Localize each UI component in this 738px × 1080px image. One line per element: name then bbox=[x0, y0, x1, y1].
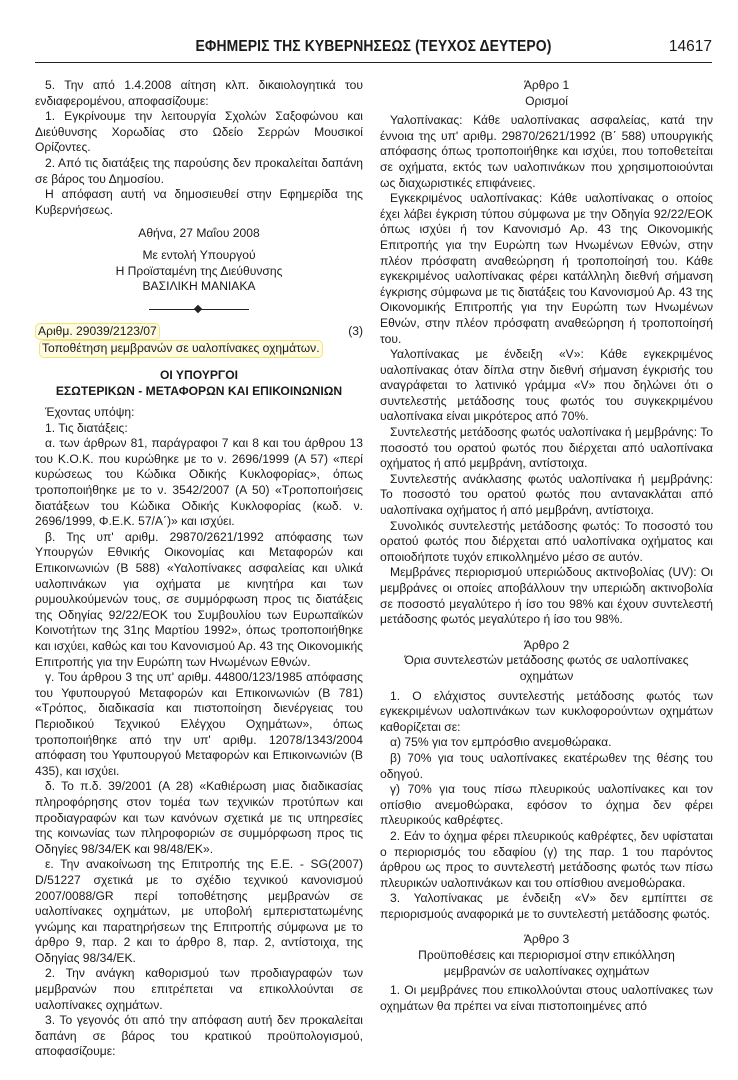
diamond-icon bbox=[194, 305, 202, 313]
article-title: μεμβρανών σε υαλοπίνακες οχημάτων bbox=[443, 963, 650, 978]
left-column bbox=[35, 78, 363, 1060]
paragraph: δ. Το π.δ. 39/2001 (Α 28) «Καθιέρωση μιας διαδικασίας πληροφόρησης στον τομέα των τεχνικών προτύπων και προδιαγραφών και των κανόνων σχετικά με τις υπηρεσίες της κοινωνίας των πληροφοριών σε συμμόρφωση προς τις Οδηγίες 98/34/ΕΚ και 98/48/ΕΚ». bbox=[35, 779, 363, 856]
paragraph: β. Της υπ' αριθμ. 29870/2621/1992 απόφασης των Υπουργών Εθνικής Οικονομίας και Μεταφορών και Επικοινωνιών (Β 588) «Υαλοπίνακες ασφαλείας και υλικά υαλοπινάκων για οχήματα με κινητήρα και των ρυμουλκούμενών τους, σε συμμόρφωση προς τις διατάξεις της Οδηγίας 92/22/ΕΟΚ του Συμβουλίου των Ευρωπαϊκών Κοινοτήτων της 31ης Μαρτίου 1992», όπως τροποποιήθηκε και ισχύει, καθώς και του Κανονισμού Αρ. 43 της Οικονομικής Επιτροπής για την Ευρώπη των Ηνωμένων Εθνών. bbox=[35, 529, 363, 669]
paragraph: Εγκεκριμένος υαλοπίνακας: Κάθε υαλοπίνακας ο οποίος έχει λάβει έγκριση τύπου σύμφωνα με την Οδηγία 92/22/ΕΟΚ όπως ισχύει ή τον Κανονισμό Αρ. 43 της Οικονομικής Επιτροπής για την Ευρώπη των Ηνωμένων Εθνών, στην πλέον πρόσφατη αναθεώρηση ή τροποποίησή του. Κάθε εγκεκριμένος υαλοπίνακας φέρει κατάλληλη διεθνή σήμανση έγκρισης σύμφωνα με τις διατάξεις του Κανονισμού Αρ. 43 της Οικονομικής Επιτροπής για την Ευρώπη των Ηνωμένων Εθνών, στην πλέον πρόσφατη αναθεώρηση ή τροποποίησή του. bbox=[380, 191, 713, 346]
list-item: γ) 70% για τους πίσω πλευρικούς υαλοπίνακες και τον οπίσθιο ανεμοθώρακα, εφόσον το όχημα δεν φέρει πλευρικούς καθρέφτες. bbox=[380, 782, 713, 828]
paragraph: 1. Ο ελάχιστος συντελεστής μετάδοσης φωτός των εγκεκριμένων υαλοπινάκων των κυκλοφορούντων οχημάτων καθορίζεται σε: bbox=[380, 688, 713, 734]
paragraph: 3. Υαλοπίνακας με ένδειξη «V» δεν εμπίπτει σε περιορισμούς αναφορικά με το συντελεστή μετάδοσης φωτός. bbox=[380, 891, 713, 921]
list-item: α) 75% για τον εμπρόσθιο ανεμοθώρακα. bbox=[390, 735, 612, 750]
ministers-heading: ΕΣΩΤΕΡΙΚΩΝ - ΜΕΤΑΦΟΡΩΝ ΚΑΙ ΕΠΙΚΟΙΝΩΝΙΩΝ bbox=[55, 383, 343, 398]
paragraph: 3. Το γεγονός ότι από την απόφαση αυτή δεν προκαλείται δαπάνη σε βάρος του κρατικού προϋπολογισμού, αποφασίζουμε: bbox=[35, 1013, 363, 1059]
decision-reference bbox=[35, 323, 363, 341]
ministers-heading: ΟΙ ΥΠΟΥΡΓΟΙ bbox=[160, 367, 238, 382]
signature-line: Με εντολή Υπουργού bbox=[142, 247, 256, 262]
paragraph: α. των άρθρων 81, παράγραφοι 7 και 8 και του άρθρου 13 του Κ.Ο.Κ. που κυρώθηκε με το ν. 2696/1999 (Α 57) «περί κυρώσεως του Κώδικα Οδικής Κυκλοφορίας», όπως τροποποιήθηκε με το ν. 3542/2007 (Α 50) «Τροποποιήσεις διατάξεων του Κώδικα Οδικής Κυκλοφορίας (κωδ. ν. 2696/1999, Φ.Ε.Κ. 57/Α΄)» και ισχύει. bbox=[35, 436, 363, 529]
section-divider bbox=[149, 305, 249, 315]
list-item: β) 70% για τους υαλοπίνακες εκατέρωθεν της θέσης του οδηγού. bbox=[380, 750, 713, 781]
paragraph: 2. Την ανάγκη καθορισμού των προδιαγραφών των μεμβρανών που επιτρέπεται να επικολλούνται σε υαλοπίνακες οχημάτων. bbox=[35, 966, 363, 1012]
decision-title[interactable]: Τοποθέτηση μεμβρανών σε υαλοπίνακες οχημάτων. bbox=[39, 340, 323, 358]
paragraph: ε. Την ανακοίνωση της Επιτροπής της Ε.Ε. - SG(2007) D/51227 σχετικά με το σχέδιο τεχνικού κανονισμού 2007/0088/GR περί τοποθέτησης μεμβρανών σε υαλοπίνακες οχημάτων, με υποβολή εμπεριστατωμένης γνώμης και παρατηρήσεων της Επιτροπής σύμφωνα με το άρθρο 9, παρ. 2 και το άρθρο 8, παρ. 2, αντίστοιχα, της Οδηγίας 98/34/ΕΚ. bbox=[35, 857, 363, 965]
paragraph: 1. Εγκρίνουμε την λειτουργία Σχολών Σαξοφώνου και Διεύθυνσης Χορωδίας στο Ωδείο Σερρών Μουσικοί Ορίζοντες. bbox=[35, 109, 363, 155]
paragraph: Μεμβράνες περιορισμού υπεριώδους ακτινοβολίας (UV): Οι μεμβράνες οι οποίες αποβάλλουν την υπεριώδη ακτινοβολία σε ποσοστό μεγαλύτερο ή ίσο του 98% και έχουν συντελεστή μετάδοσης φωτός μεγαλύτερο ή ίσο του 98%. bbox=[380, 565, 713, 627]
decision-title-row bbox=[35, 340, 363, 358]
page-number: 14617 bbox=[668, 38, 712, 55]
page-header bbox=[35, 36, 712, 63]
article-heading: Άρθρο 1 bbox=[523, 78, 570, 92]
decision-number[interactable]: Αριθμ. 29039/2123/07 bbox=[35, 323, 160, 341]
paragraph: γ. Του άρθρου 3 της υπ' αριθμ. 44800/123/1985 απόφασης του Υφυπουργού Μεταφορών και Επικοινωνιών (Β 781) «Τρόπος, διαδικασία και πιστοποίηση διενέργειας του Περιοδικού Τεχνικού Ελέγχου Οχημάτων», όπως τροποποιήθηκε από την υπ' αριθμ. 12078/1343/2004 απόφαση του Υφυπουργού Μεταφορών και Επικοινωνιών (Β 435), και ισχύει. bbox=[35, 670, 363, 778]
gazette-title: ΕΦΗΜΕΡΙΣ ΤΗΣ ΚΥΒΕΡΝΗΣΕΩΣ (ΤΕΥΧΟΣ ΔΕΥΤΕΡΟ) bbox=[195, 38, 552, 55]
paragraph: 1. Οι μεμβράνες που επικολλούνται στους υαλοπίνακες των οχημάτων θα πρέπει να είναι πιστοποιημένες από bbox=[380, 983, 713, 1013]
paragraph: Συντελεστής ανάκλασης φωτός υαλοπίνακα ή μεμβράνης: Το ποσοστό του ορατού φωτός που αντανακλάται από υαλοπίνακα οχήματος ή από μεμβράνη, αντίστοιχα. bbox=[380, 471, 713, 518]
right-column bbox=[380, 78, 713, 1014]
signatory-name: ΒΑΣΙΛΙΚΗ ΜΑΝΙΑΚΑ bbox=[142, 279, 256, 294]
article-heading: Άρθρο 3 bbox=[523, 932, 570, 947]
paragraph: Συντελεστής μετάδοσης φωτός υαλοπίνακα ή μεμβράνης: Το ποσοστό του ορατού φωτός που διέρχεται από υαλοπίνακα οχήματος ή από μεμβράνη, αντίστοιχα. bbox=[380, 425, 713, 471]
paragraph: Συνολικός συντελεστής μετάδοσης φωτός: Το ποσοστό του ορατού φωτός που διέρχεται από υαλοπίνακα οχήματος και οποιοδήποτε τυχόν επικολλημένο μέσο σε αυτόν. bbox=[380, 518, 713, 564]
paragraph: 5. Την από 1.4.2008 αίτηση κλπ. δικαιολογητικά του ενδιαφερομένου, αποφασίζουμε: bbox=[35, 78, 363, 108]
signature-line: Η Προϊσταμένη της Διεύθυνσης bbox=[115, 263, 283, 278]
paragraph: Έχοντας υπόψη: bbox=[45, 405, 135, 420]
paragraph: 2. Από τις διατάξεις της παρούσης δεν προκαλείται δαπάνη σε βάρος του Δημοσίου. bbox=[35, 155, 363, 186]
paragraph: Υαλοπίνακας: Κάθε υαλοπίνακας ασφαλείας, κατά την έννοια της υπ' αριθμ. 29870/2621/1992 (Β΄ 588) υπουργικής απόφασης όπως τροποποιήθηκε και ισχύει, που τοποθετείται σε οχήματα, εκτός των υαλοπινάκων που χρησιμοποιούνται ως διαχωριστικές επιφάνειες. bbox=[380, 113, 713, 190]
article-title: Όρια συντελεστών μετάδοσης φωτός σε υαλοπίνακες οχημάτων bbox=[404, 653, 689, 683]
article-title: Προϋποθέσεις και περιορισμοί στην επικόλληση bbox=[418, 948, 675, 963]
date-place: Αθήνα, 27 Μαΐου 2008 bbox=[138, 226, 260, 241]
paragraph: Υαλοπίνακας με ένδειξη «V»: Κάθε εγκεκριμένος υαλοπίνακας όταν δίπλα στην διεθνή σήμανση έγκρισής του αναγράφεται το λατινικό γράμμα «V» που δηλώνει ότι ο συντελεστής μετάδοσης τους φωτός του συγκεκριμένου υαλοπίνακα είναι μικρότερος από 70%. bbox=[380, 347, 713, 424]
paragraph: 2. Εάν το όχημα φέρει πλευρικούς καθρέφτες, δεν υφίσταται ο περιορισμός του εδαφίου (γ) της παρ. 1 του παρόντος άρθρου ως προς το συντελεστή μετάδοσης φωτός των πίσω πλευρικών υαλοπινάκων και του οπίσθιου ανεμοθώρακα. bbox=[380, 828, 713, 890]
article-title: Ορισμοί bbox=[525, 93, 568, 108]
article-heading: Άρθρο 2 bbox=[523, 637, 570, 652]
paragraph: 1. Τις διατάξεις: bbox=[45, 420, 128, 435]
decision-sequence: (3) bbox=[348, 323, 363, 338]
paragraph: Η απόφαση αυτή να δημοσιευθεί στην Εφημερίδα της Κυβερνήσεως. bbox=[35, 187, 363, 217]
